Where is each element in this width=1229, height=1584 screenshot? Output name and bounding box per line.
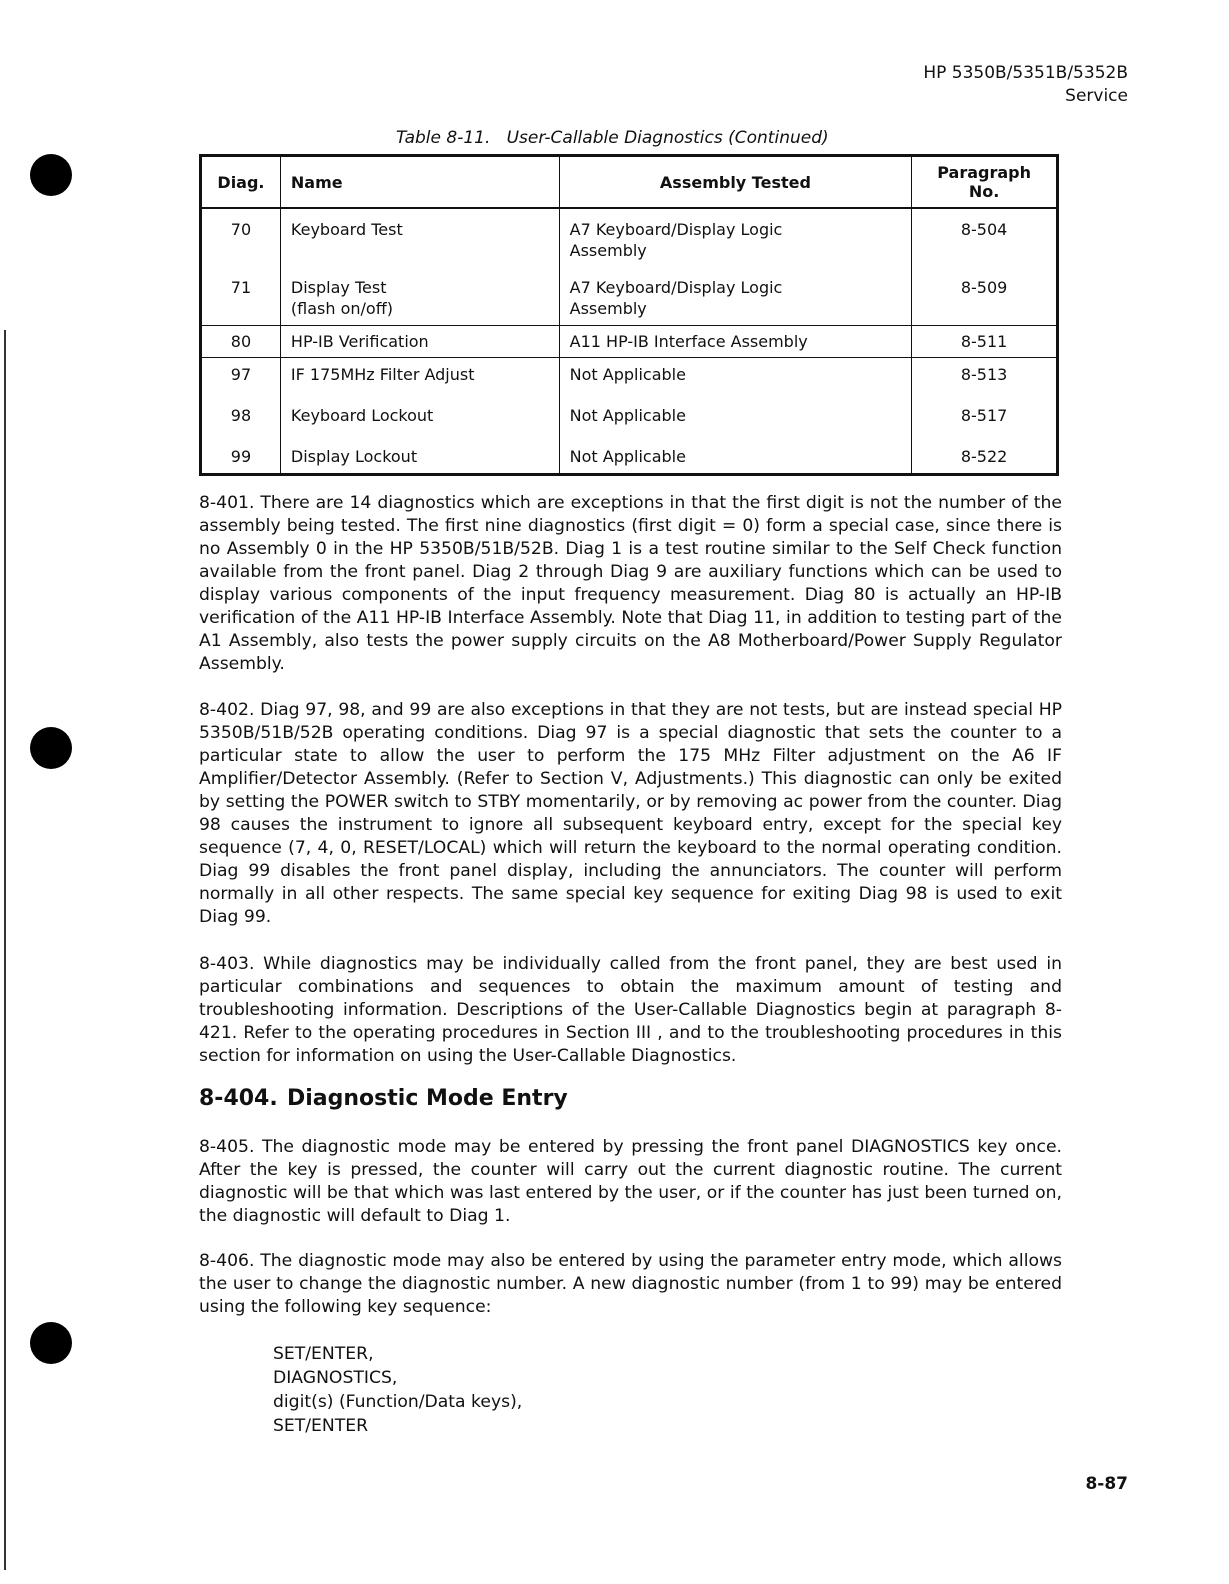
name-line: Keyboard Test (290, 220, 403, 239)
assembly-line-2: Assembly (569, 241, 647, 260)
col-header-paragraph: Paragraph No. (912, 156, 1058, 209)
binder-edge (4, 330, 6, 1570)
paragraph-8-401: 8-401. There are 14 diagnostics which are exceptions in that the first digit is not the number of the assembly being tested. The first nine diagnostics (first digit = 0) form a special case, since there is no Assembly 0 in the HP 5350B/51B/52B. Diag 1 is a test routine similar to the Self Check function available from the front panel. Diag 2 through Diag 9 are auxiliary functions which can be used to display various components of the input frequency measurement. Diag 80 is actually an HP-IB verification of the A11 HP-IB Interface Assembly. Note that Diag 11, in addition to testing part of the A1 Assembly, also tests the power supply circuits on the A8 Motherboard/Power Supply Regulator Assembly. (199, 493, 1062, 674)
table-row (201, 265, 1058, 326)
cell-paragraph: 8-509 (912, 265, 1058, 326)
paragraph-8-403: 8-403. While diagnostics may be individually called from the front panel, they are best used in particular combinations and sequences to obtain the maximum amount of testing and troubleshooting information. Descriptions of the User-Callable Diagnostics begin at paragraph 8-421. Refer to the operating procedures in Section III , and to the troubleshooting procedures in this section for information on using the User-Callable Diagnostics. (199, 954, 1062, 1066)
punch-hole-middle (30, 727, 72, 769)
cell-assembly: Not Applicable (559, 436, 912, 475)
cell-paragraph: 8-522 (912, 436, 1058, 475)
cell-assembly: A11 HP-IB Interface Assembly (559, 326, 912, 358)
cell-name: Keyboard Lockout (280, 395, 559, 436)
cell-paragraph: 8-517 (912, 395, 1058, 436)
table-row (201, 436, 1058, 475)
cell-name: HP-IB Verification (280, 326, 559, 358)
table-row (201, 208, 1058, 265)
cell-diag: 97 (201, 358, 281, 396)
section-title: Diagnostic Mode Entry (287, 1086, 568, 1111)
punch-hole-top (30, 154, 72, 196)
table-row (201, 395, 1058, 436)
col-header-name: Name (280, 156, 559, 209)
cell-assembly (559, 265, 912, 326)
table-header-row (201, 156, 1058, 209)
punch-hole-bottom (30, 1322, 72, 1364)
cell-diag: 71 (201, 265, 281, 326)
cell-assembly (559, 208, 912, 265)
assembly-line: A7 Keyboard/Display Logic (569, 278, 783, 297)
cell-name (280, 265, 559, 326)
assembly-line: A7 Keyboard/Display Logic (569, 220, 783, 239)
header-section: Service (1065, 86, 1128, 106)
cell-diag: 70 (201, 208, 281, 265)
key-step: DIAGNOSTICS, (273, 1368, 398, 1388)
key-step: SET/ENTER (273, 1416, 369, 1436)
paragraph-8-402: 8-402. Diag 97, 98, and 99 are also exceptions in that they are not tests, but are instead special HP 5350B/51B/52B operating conditions. Diag 97 is a special diagnostic that sets the counter to a particular state to allow the user to perform the 175 MHz Filter adjustment on the A6 IF Amplifier/Detector Assembly. (Refer to Section V, Adjustments.) This diagnostic can only be exited by setting the POWER switch to STBY momentarily, or by removing ac power from the counter. Diag 98 causes the instrument to ignore all subsequent keyboard entry, except for the special key sequence (7, 4, 0, RESET/LOCAL) which will return the keyboard to the normal operating condition. Diag 99 disables the front panel display, including the annunciators. The counter will perform normally in all other respects. The same special key sequence for exiting Diag 98 is used to exit Diag 99. (199, 700, 1062, 927)
diagnostics-table (199, 154, 1059, 476)
cell-paragraph: 8-513 (912, 358, 1058, 396)
cell-paragraph: 8-511 (912, 326, 1058, 358)
cell-diag: 80 (201, 326, 281, 358)
header-model: HP 5350B/5351B/5352B (923, 63, 1128, 83)
section-number: 8-404. (199, 1086, 278, 1111)
cell-name: Display Lockout (280, 436, 559, 475)
page-header (923, 62, 1128, 108)
assembly-line-2: Assembly (569, 299, 647, 318)
key-sequence (273, 1342, 522, 1438)
table-caption: Table 8-11. User-Callable Diagnostics (Continued) (396, 128, 829, 148)
cell-diag: 99 (201, 436, 281, 475)
name-line-2: (flash on/off) (290, 299, 393, 318)
table-row (201, 326, 1058, 358)
cell-assembly: Not Applicable (559, 395, 912, 436)
cell-name (280, 208, 559, 265)
col-header-diag: Diag. (201, 156, 281, 209)
cell-paragraph: 8-504 (912, 208, 1058, 265)
key-step: digit(s) (Function/Data keys), (273, 1392, 523, 1412)
cell-assembly: Not Applicable (559, 358, 912, 396)
cell-diag: 98 (201, 395, 281, 436)
section-heading (199, 1086, 568, 1111)
paragraph-8-406: 8-406. The diagnostic mode may also be entered by using the parameter entry mode, which allows the user to change the diagnostic number. A new diagnostic number (from 1 to 99) may be entered using the following key sequence: (199, 1251, 1062, 1317)
key-step: SET/ENTER, (273, 1344, 374, 1364)
page-number: 8-87 (1085, 1474, 1128, 1494)
name-line: Display Test (290, 278, 387, 297)
col-header-assembly: Assembly Tested (559, 156, 912, 209)
cell-name: IF 175MHz Filter Adjust (280, 358, 559, 396)
paragraph-8-405: 8-405. The diagnostic mode may be entered by pressing the front panel DIAGNOSTICS key once. After the key is pressed, the counter will carry out the current diagnostic routine. The current diagnostic will be that which was last entered by the user, or if the counter has just been turned on, the diagnostic will default to Diag 1. (199, 1137, 1062, 1226)
table-row (201, 358, 1058, 396)
